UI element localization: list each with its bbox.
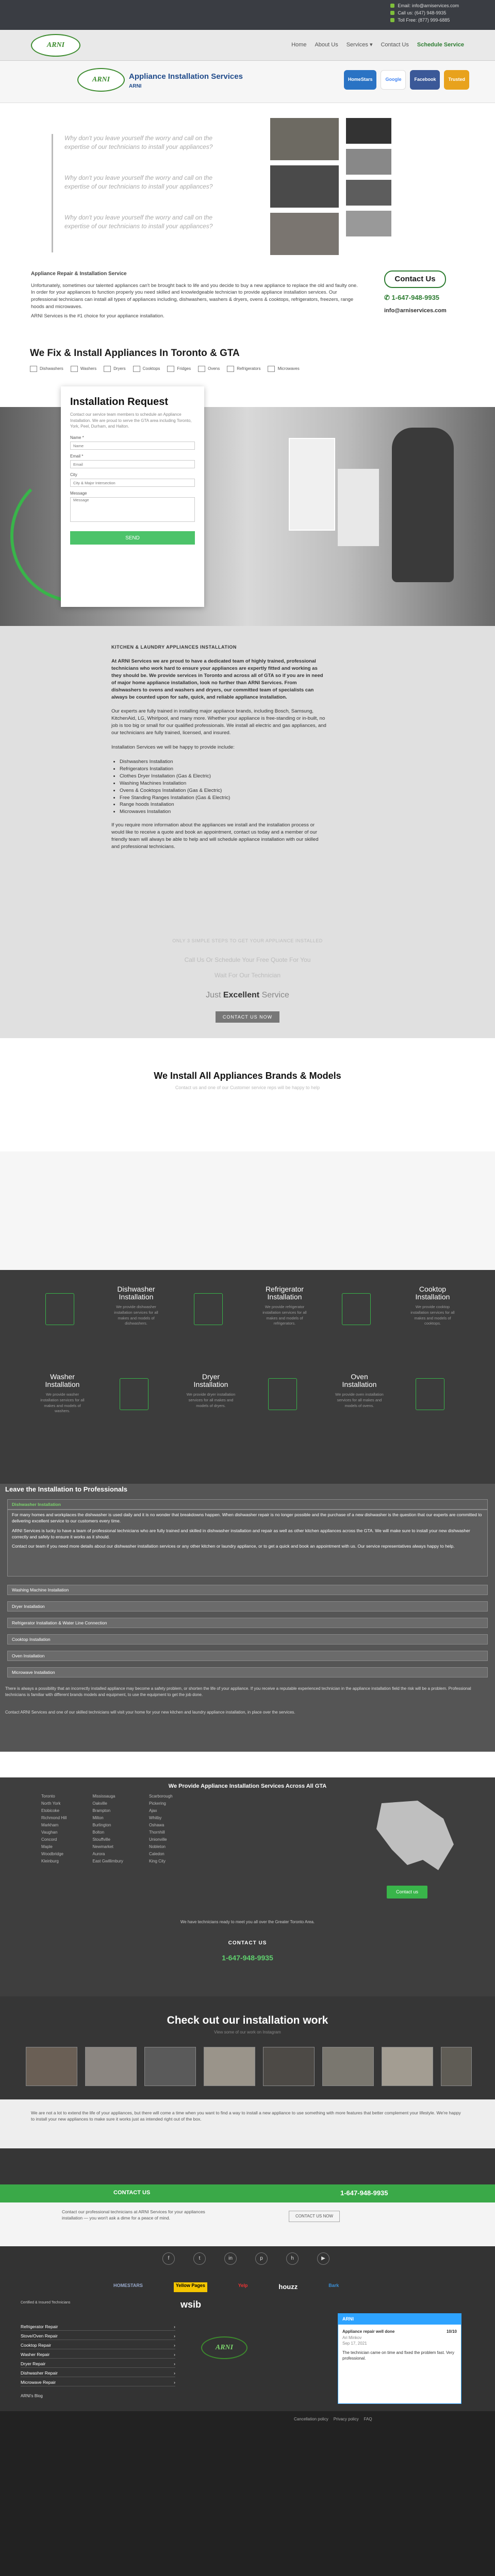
footer-links <box>21 2324 175 2388</box>
list-item: • Refrigerators Installation <box>120 766 328 773</box>
green-contact-button[interactable]: CONTACT US <box>113 2190 151 2196</box>
gta-contact-link[interactable]: CONTACT US <box>228 1940 267 1946</box>
phone-link[interactable]: ✆ 1-647-948-9935 <box>384 293 440 301</box>
appliance-icon-row <box>30 366 300 372</box>
work-photo[interactable] <box>204 2047 255 2086</box>
step-three: Just Excellent Service <box>206 991 289 999</box>
fix-heading: We Fix & Install Appliances In Toronto & GTA <box>30 348 240 359</box>
form-layer <box>0 396 495 626</box>
review-score: 10/10 <box>446 2329 457 2334</box>
page-subtitle: ARNI <box>129 83 142 89</box>
washer-icon <box>120 1378 148 1410</box>
page-title: Appliance Installation Services <box>129 72 243 81</box>
city-link[interactable]: Concord <box>41 1837 57 1842</box>
oven-icon <box>198 366 205 372</box>
service-card[interactable]: Oven Installation We provide oven installation services for all makes and models of ovens. <box>335 1372 384 1408</box>
kitchen-section <box>0 626 495 1151</box>
kitchen-heading: KITCHEN & LAUNDRY APPLIANCES INSTALLATION <box>111 645 237 650</box>
review-author: Ari Minkov <box>342 2335 362 2340</box>
footer-link[interactable]: Dishwasher Repair › <box>21 2370 175 2377</box>
leave-footnote: Contact ARNI Services and one of our skilled technicians will visit your home for your new kitchen and laundry appliance installation, in place over the services. <box>5 1710 295 1715</box>
twitter-icon[interactable]: t <box>193 2252 206 2265</box>
city-link[interactable]: King City <box>148 1859 166 1863</box>
consult-button[interactable]: CONTACT US NOW <box>289 2211 340 2222</box>
header-logo[interactable]: ARNI <box>77 68 125 92</box>
footer-social <box>0 2246 495 2411</box>
footer-link[interactable]: Dryer Repair › <box>21 2361 175 2368</box>
cooktop-icon <box>342 1293 371 1325</box>
accordion-item[interactable]: Dryer Installation <box>7 1601 488 1612</box>
name-label: Name * <box>70 435 84 440</box>
service-list <box>111 758 328 816</box>
contact-box <box>384 270 446 315</box>
chevron-icon: › <box>174 2370 175 2376</box>
photo-column <box>345 117 392 241</box>
city-link[interactable]: Newmarket <box>92 1844 113 1849</box>
city-link[interactable]: Milton <box>92 1816 104 1820</box>
listing-logos <box>113 2282 339 2292</box>
city-link[interactable]: Kleinburg <box>41 1859 59 1863</box>
site-logo[interactable]: ARNI <box>31 34 80 57</box>
intro-text <box>31 270 361 319</box>
accordion-item[interactable]: Oven Installation <box>7 1651 488 1661</box>
homestars-logo[interactable]: HOMESTARS <box>113 2283 143 2288</box>
main-nav <box>0 30 495 61</box>
work-paragraph: We are not a lot to extend the life of your appliances, but there will come a time when you want to find a way to install a new appliance to use something with more features that better complement your lifestyle. We're happy to install your new appliances to make sure it works just as intended right out of the box. <box>31 2110 461 2122</box>
city-label: City <box>70 472 77 477</box>
linkedin-icon[interactable]: in <box>224 2252 237 2265</box>
service-card[interactable]: Refrigerator Installation We provide refrigerator installation services for all makes and models of refrigerators. <box>262 1285 307 1326</box>
list-item: • Clothes Dryer Installation (Gas & Electric) <box>120 773 328 780</box>
work-photo <box>270 117 339 161</box>
accordion-item[interactable]: Refrigerator Installation & Water Line Connection <box>7 1618 488 1628</box>
review-widget <box>338 2313 461 2404</box>
tollfree-line[interactable]: Toll Free: (877) 999-6885 <box>390 16 459 24</box>
work-photo[interactable] <box>382 2047 433 2086</box>
city-link[interactable]: North York <box>41 1801 61 1806</box>
refrigerator-icon <box>227 366 234 372</box>
city-link[interactable]: Richmond Hill <box>41 1816 67 1820</box>
intro-paragraph: ARNI Services is the #1 choice for your appliance installation. <box>31 313 164 319</box>
service-card[interactable]: Washer Installation We provide washer installation services for all makes and models of washers. <box>40 1372 85 1414</box>
work-photo[interactable] <box>144 2047 196 2086</box>
work-photo <box>270 212 339 256</box>
kitchen-paragraph: If you require more information about the appliances we install and the installation process or would like to receive a quote and book an appointment, contact us today and a member of our friendly team will always be able to help and will schedule appliance installation with our skilled and professional technicians. <box>111 822 319 850</box>
kitchen-paragraph: Our experts are fully trained in installing major appliance brands, including Bosch, Samsung, KitchenAid, LG, Whirlpool, and many more. Whether your appliance is free-standing or in-built, no job is too big or small for our qualified professionals. We install all electric and gas appliances, and our technicians are fully trained, licensed, and insured. <box>111 708 326 736</box>
review-text: The technician came on time and fixed the problem fast. Very professional. <box>342 2350 455 2361</box>
city-link[interactable]: Unionville <box>148 1837 167 1842</box>
leave-section <box>0 1484 495 1752</box>
work-subtitle: View some of our work on Instagram <box>214 2030 281 2035</box>
fridge-icon <box>268 1378 297 1410</box>
fridge-icon <box>167 366 174 372</box>
footer-link[interactable]: Stove/Oven Repair › <box>21 2333 175 2340</box>
appliance-link[interactable]: Refrigerators <box>227 366 260 372</box>
chevron-icon: › <box>174 2343 175 2348</box>
list-item: • Free Standing Ranges Installation (Gas & Electric) <box>120 794 328 802</box>
gta-section <box>0 1752 495 1996</box>
work-photo <box>345 148 392 175</box>
green-cta-bar <box>0 2184 495 2202</box>
gta-title: We Provide Appliance Installation Services Across All GTA <box>168 1783 327 1789</box>
gta-phone[interactable]: 1-647-948-9935 <box>222 1954 273 1962</box>
work-photo[interactable] <box>263 2047 315 2086</box>
work-photo[interactable] <box>322 2047 374 2086</box>
work-photo <box>345 179 392 206</box>
certs-text: Certified & Insured Technicians <box>21 2301 71 2304</box>
intro-heading: Appliance Repair & Installation Service <box>31 271 127 277</box>
city-columns <box>41 1793 173 1865</box>
quote-text: Why don't you leave yourself the worry and call on the expertise of our technicians to install your appliances? <box>64 134 213 151</box>
city-link[interactable]: Thornhill <box>148 1830 165 1835</box>
bark-logo[interactable]: Bark <box>328 2283 339 2288</box>
service-card[interactable]: Cooktop Installation We provide cooktop installation services for all makes and models of cooktops. <box>410 1285 455 1326</box>
contact-now-button[interactable]: CONTACT US NOW <box>216 1011 279 1023</box>
cancellation-link[interactable]: Cancellation policy <box>294 2417 328 2421</box>
trusted-badge[interactable]: Trusted <box>444 70 469 90</box>
kitchen-paragraph: At ARNI Services we are proud to have a dedicated team of highly trained, professional technicians who work hard to ensure your appliances are expertly fitted and working as they should be. We provide services in Toronto and across all of GTA so if you are in need of major home appliance installation, look no further than ARNI Services. From dishwashers to ovens and washers and dryers, our committed team of specialists can always be counted upon for safe, quick, and reliable appliance installation. <box>111 658 323 700</box>
city-link[interactable]: Pickering <box>148 1801 166 1806</box>
nav-services[interactable]: Services ▾ <box>346 42 373 48</box>
city-link[interactable]: Nobleton <box>148 1844 166 1849</box>
review-date: Sep 17, 2021 <box>342 2341 367 2346</box>
kitchen-text <box>111 644 328 858</box>
city-link[interactable]: Ajax <box>148 1808 157 1813</box>
appliance-link[interactable]: Microwaves <box>268 366 299 372</box>
chevron-icon: › <box>174 2352 175 2357</box>
form-description: Contact our service team members to schedule an Appliance Installation. We are proud to serve the GTA area including Toronto, York, Peel, Durham, and Halton. <box>70 412 192 429</box>
list-item: • Range hoods Installation <box>120 801 328 808</box>
city-link[interactable]: Burlington <box>92 1823 111 1827</box>
youtube-icon[interactable]: ▶ <box>317 2252 329 2265</box>
work-photo <box>345 117 392 144</box>
pinterest-icon[interactable]: p <box>255 2252 268 2265</box>
phone-line[interactable]: Call us: (647) 948-9935 <box>390 9 459 16</box>
city-link[interactable]: Scarborough <box>148 1794 173 1799</box>
footer-link[interactable]: Washer Repair › <box>21 2351 175 2359</box>
step-one: Call Us Or Schedule Your Free Quote For You <box>184 956 311 963</box>
send-button[interactable]: SEND <box>70 531 195 545</box>
accordion-body: For many homes and workplaces the dishwasher is used daily and it is no wonder that breakdowns happen. When dishwasher repair is no longer possible and the purchase of a new dishwasher is the question that our experts are committed to delivering excellent service to our customers every time. ARNI Services is lucky to have a team of professional technicians who are fully trained and skilled in dishwasher installation and repair as well as other kitchen appliances across the GTA. We will make sure to install your new dishwasher correctly and safely to ensure it works as it should. Contact our team if you need more details about our dishwasher installation services or any other kitchen or laundry appliance, or to get a quick and book an appointment with us. Our service representatives always happy to help. <box>7 1510 488 1577</box>
email-link[interactable]: info@arniservices.com <box>384 307 447 314</box>
intro-section <box>0 103 495 371</box>
contact-us-button[interactable]: Contact us <box>387 1886 427 1899</box>
city-link[interactable]: Bolton <box>92 1830 105 1835</box>
work-photo[interactable] <box>85 2047 137 2086</box>
city-link[interactable]: Brampton <box>92 1808 111 1813</box>
footer-logo[interactable]: ARNI <box>201 2336 248 2359</box>
email-line[interactable]: Email: info@arniservices.com <box>390 2 459 9</box>
brand-logos <box>0 1151 495 1270</box>
wsib-logo: wsib <box>180 2299 202 2310</box>
chevron-icon: › <box>174 2380 175 2385</box>
page-header <box>0 61 495 103</box>
city-link[interactable]: Mississauga <box>92 1794 116 1799</box>
cooktop-icon <box>133 366 140 372</box>
steps-title: ONLY 3 SIMPLE STEPS TO GET YOUR APPLIANCE INSTALLED <box>172 938 323 943</box>
houzz-icon[interactable]: h <box>286 2252 299 2265</box>
brands-title: We Install All Appliances Brands & Models <box>154 1071 341 1081</box>
dishwasher-icon <box>45 1293 74 1325</box>
city-link[interactable]: Caledon <box>148 1852 164 1856</box>
city-input[interactable] <box>70 479 195 487</box>
testimonial-quotes <box>52 134 217 252</box>
city-link[interactable]: Etobicoke <box>41 1808 60 1813</box>
city-link[interactable]: East Gwillimbury <box>92 1859 123 1863</box>
step-two: Wait For Our Technician <box>214 972 281 979</box>
faq-link[interactable]: FAQ <box>364 2417 372 2421</box>
consult-section <box>0 2202 495 2246</box>
city-link[interactable]: Toronto <box>41 1794 55 1799</box>
accordion-item-open[interactable]: Dishwasher Installation <box>7 1499 488 1510</box>
work-text-band <box>0 2099 495 2148</box>
cta-wrap <box>0 1013 495 1022</box>
work-photo <box>270 165 339 208</box>
ontario-map <box>371 1798 459 1875</box>
message-label: Message <box>70 490 87 496</box>
oven-icon <box>416 1378 444 1410</box>
microwave-icon <box>268 366 275 372</box>
accordion-item[interactable]: Washing Machine Installation <box>7 1585 488 1595</box>
name-input[interactable] <box>70 442 195 450</box>
facebook-badge[interactable]: Facebook <box>410 70 440 90</box>
privacy-link[interactable]: Privacy policy <box>333 2417 359 2421</box>
quote-text: Why don't you leave yourself the worry and call on the expertise of our technicians to install your appliances? <box>64 213 213 230</box>
dishwasher-icon <box>30 366 37 372</box>
consult-text: Contact our professional technicians at ARNI Services for your appliances installation — you won't ask a dime for a peace of mind. <box>62 2209 205 2221</box>
gta-divider <box>0 1752 495 1777</box>
email-input[interactable] <box>70 460 195 468</box>
nav-schedule[interactable]: Schedule Service <box>417 42 464 48</box>
brands-subtitle: Contact us and one of our Customer service reps will be happy to help <box>175 1085 320 1090</box>
facebook-icon[interactable]: f <box>162 2252 175 2265</box>
leave-title: Leave the Installation to Professionals <box>5 1485 127 1493</box>
city-link[interactable]: Oshawa <box>148 1823 164 1827</box>
city-link[interactable]: Maple <box>41 1844 53 1849</box>
dryer-icon <box>104 366 111 372</box>
nav-contact[interactable]: Contact Us <box>381 42 409 48</box>
service-card[interactable]: Dishwasher Installation We provide dishwasher installation services for all makes and models of dishwashers. <box>114 1285 158 1326</box>
appliance-link[interactable]: Fridges <box>167 366 191 372</box>
work-photo[interactable] <box>441 2047 472 2086</box>
appliance-link[interactable]: Dryers <box>104 366 126 372</box>
appliance-link[interactable]: Cooktops <box>133 366 160 372</box>
appliance-link[interactable]: Dishwashers <box>30 366 63 372</box>
list-item: • Dishwashers Installation <box>120 758 328 766</box>
houzz-logo[interactable]: houzz <box>278 2283 298 2291</box>
work-section <box>0 1996 495 2184</box>
work-photo[interactable] <box>26 2047 77 2086</box>
city-link[interactable]: Vaughan <box>41 1830 58 1835</box>
chevron-icon: › <box>174 2333 175 2338</box>
homestars-badge[interactable]: HomeStars <box>344 70 377 90</box>
intro-paragraph: Unfortunately, sometimes our talented appliances can't be brought back to life and you decide to buy a new appliance to replace the old and faulty one. In order for your appliances to function properly you need skilled and knowledgeable technician to provide appliance installation services. Our professional technicians can install all types of appliances including, dishwashers, washers & dryers, ovens & cooktops, refrigerators, freezers, range hoods and microwaves. <box>31 282 358 310</box>
washer-icon <box>71 366 78 372</box>
message-input[interactable] <box>70 497 195 522</box>
accordion-item[interactable]: Cooktop Installation <box>7 1634 488 1645</box>
refrigerator-icon <box>194 1293 223 1325</box>
city-link[interactable]: Aurora <box>92 1852 105 1856</box>
top-bar <box>0 0 495 30</box>
yellowpages-logo[interactable]: Yellow Pages <box>174 2282 207 2292</box>
phone-icon <box>390 18 394 22</box>
list-item: • Microwaves Installation <box>120 808 328 816</box>
city-link[interactable]: Markham <box>41 1823 59 1827</box>
accordion-item[interactable]: Microwave Installation <box>7 1667 488 1677</box>
appliance-cards <box>0 1270 495 1484</box>
city-link[interactable]: Stouffville <box>92 1837 110 1842</box>
kitchen-paragraph: Installation Services we will be happy to provide include: <box>111 744 235 751</box>
city-link[interactable]: Woodbridge <box>41 1852 63 1856</box>
footer-link[interactable]: Cooktop Repair › <box>21 2342 175 2349</box>
blog-link[interactable]: ARNI's Blog <box>21 2394 43 2398</box>
quote-text: Why don't you leave yourself the worry and call on the expertise of our technicians to install your appliances? <box>64 174 213 191</box>
footer-link[interactable]: Microwave Repair › <box>21 2379 175 2386</box>
green-phone[interactable]: 1-647-948-9935 <box>340 2189 388 2197</box>
review-headline: Appliance repair well done <box>342 2329 395 2334</box>
chevron-icon: › <box>174 2361 175 2366</box>
chevron-icon: › <box>174 2324 175 2329</box>
brands-section <box>0 1038 495 1151</box>
work-title: Check out our installation work <box>167 2014 328 2026</box>
photo-column <box>270 117 339 260</box>
yelp-logo[interactable]: Yelp <box>238 2283 248 2288</box>
email-icon <box>390 4 394 8</box>
review-header: ARNI <box>338 2314 461 2325</box>
list-item: • Ovens & Cooktops Installation (Gas & Electric) <box>120 787 328 794</box>
gta-note: We have technicians ready to meet you all over the Greater Toronto Area. <box>180 1920 315 1924</box>
appliance-link[interactable]: Washers <box>71 366 96 372</box>
nav-about[interactable]: About Us <box>315 42 338 48</box>
phone-icon <box>390 11 394 15</box>
city-link[interactable]: Oakville <box>92 1801 107 1806</box>
bottom-bar <box>0 2411 495 2576</box>
service-card[interactable]: Dryer Installation We provide dryer installation services for all makes and models of dryers. <box>186 1372 236 1408</box>
appliance-link[interactable]: Ovens <box>198 366 220 372</box>
form-title: Installation Request <box>70 396 169 408</box>
nav-home[interactable]: Home <box>291 42 307 48</box>
email-label: Email * <box>70 453 84 459</box>
installation-request-form <box>61 386 204 607</box>
list-item: • Washing Machines Installation <box>120 780 328 787</box>
city-link[interactable]: Whitby <box>148 1816 162 1820</box>
work-photo <box>345 210 392 237</box>
leave-footnote: There is always a possibility that an incorrectly installed appliance may become a safety problem, or shorten the life of your appliance. If you receive a reputable experienced technician in the appliance installation field the risk will be a problem. Professional technicians is familiar with different brands models and equipment, to use the equipment to get the job done. <box>5 1686 471 1697</box>
contact-us-button[interactable]: Contact Us <box>384 270 446 288</box>
footer-link[interactable]: Refrigerator Repair › <box>21 2324 175 2331</box>
google-badge[interactable]: Google <box>381 70 406 90</box>
